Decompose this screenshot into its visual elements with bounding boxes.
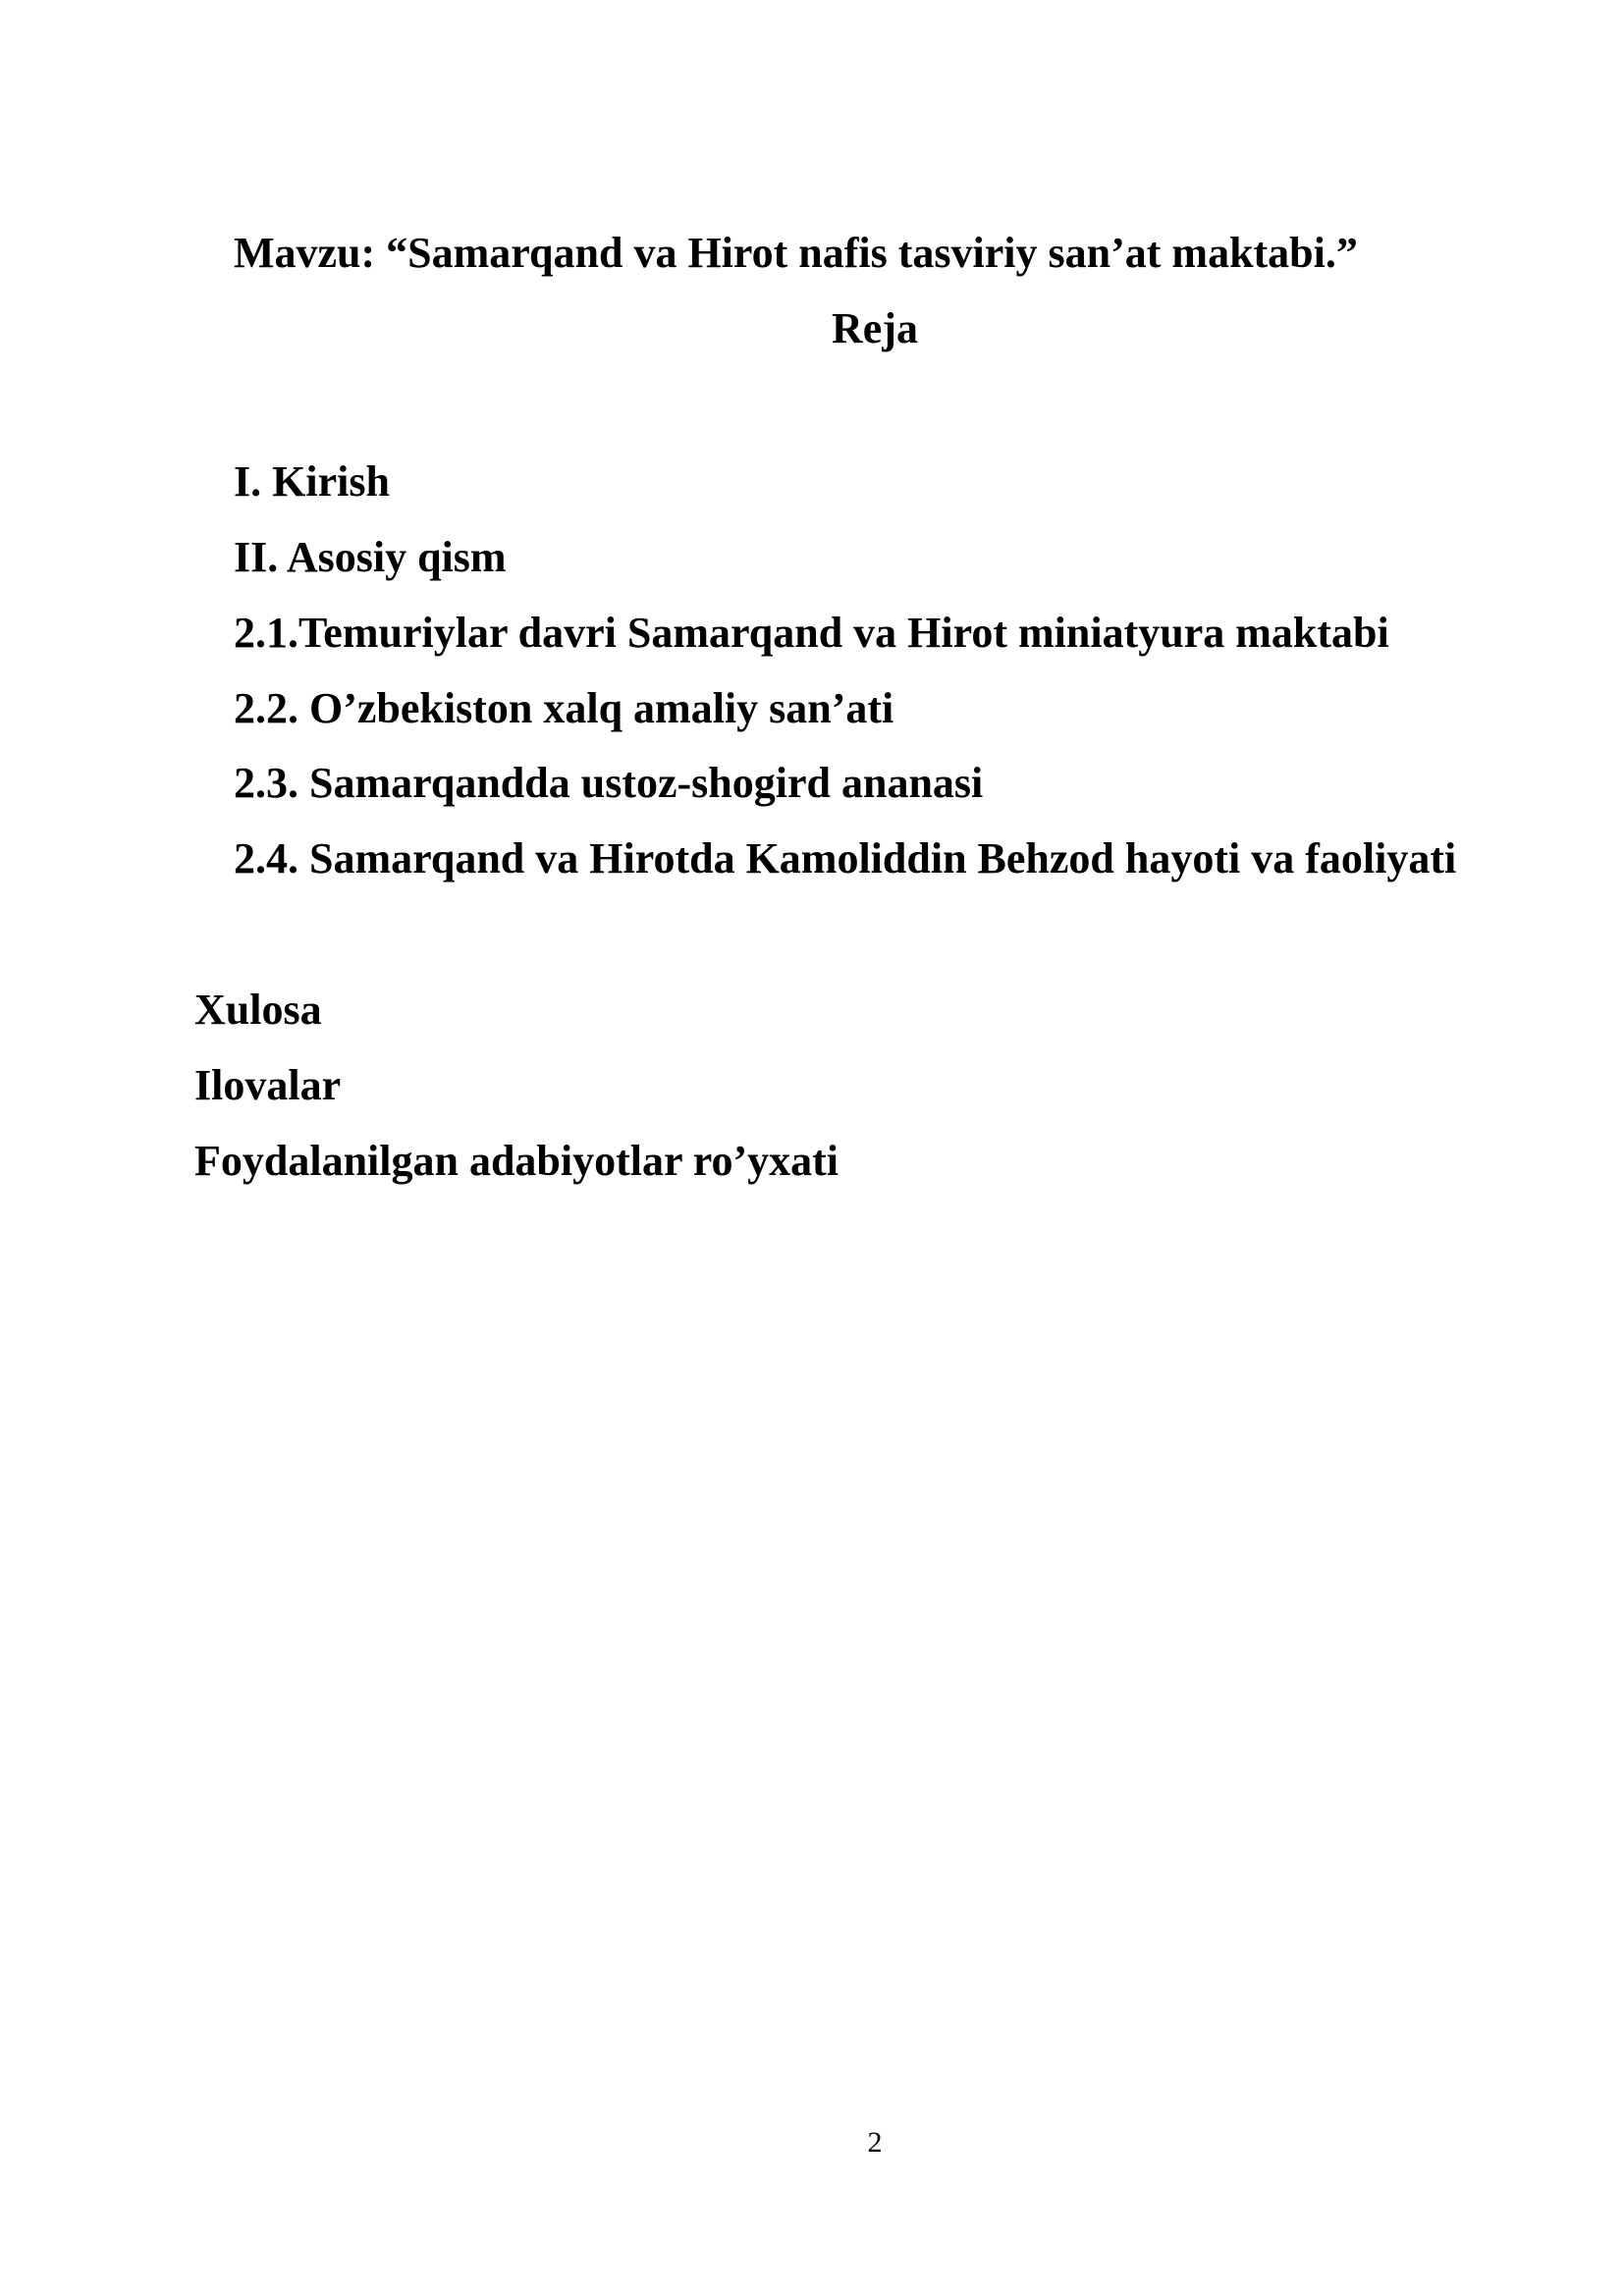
plan-item-2-1: 2.1.Temuriylar davri Samarqand va Hirot miniatyura maktabi xyxy=(234,609,1389,657)
closing-item-appendices: Ilovalar xyxy=(194,1061,342,1109)
page-number: 2 xyxy=(867,2126,883,2159)
plan-item-main-part: II. Asosiy qism xyxy=(234,533,507,581)
document-title: Mavzu: “Samarqand va Hirot nafis tasviriy san’at maktabi.” xyxy=(234,229,1358,277)
plan-item-2-4: 2.4. Samarqand va Hirotda Kamoliddin Behzod hayoti va faoliyati xyxy=(234,834,1457,882)
plan-heading: Reja xyxy=(832,304,918,352)
plan-item-introduction: I. Kirish xyxy=(234,457,390,506)
plan-item-2-2: 2.2. O’zbekiston xalq amaliy san’ati xyxy=(234,684,894,732)
closing-item-conclusion: Xulosa xyxy=(194,986,322,1034)
closing-item-references: Foydalanilgan adabiyotlar ro’yxati xyxy=(194,1137,839,1185)
plan-item-2-3: 2.3. Samarqandda ustoz-shogird ananasi xyxy=(234,759,984,807)
